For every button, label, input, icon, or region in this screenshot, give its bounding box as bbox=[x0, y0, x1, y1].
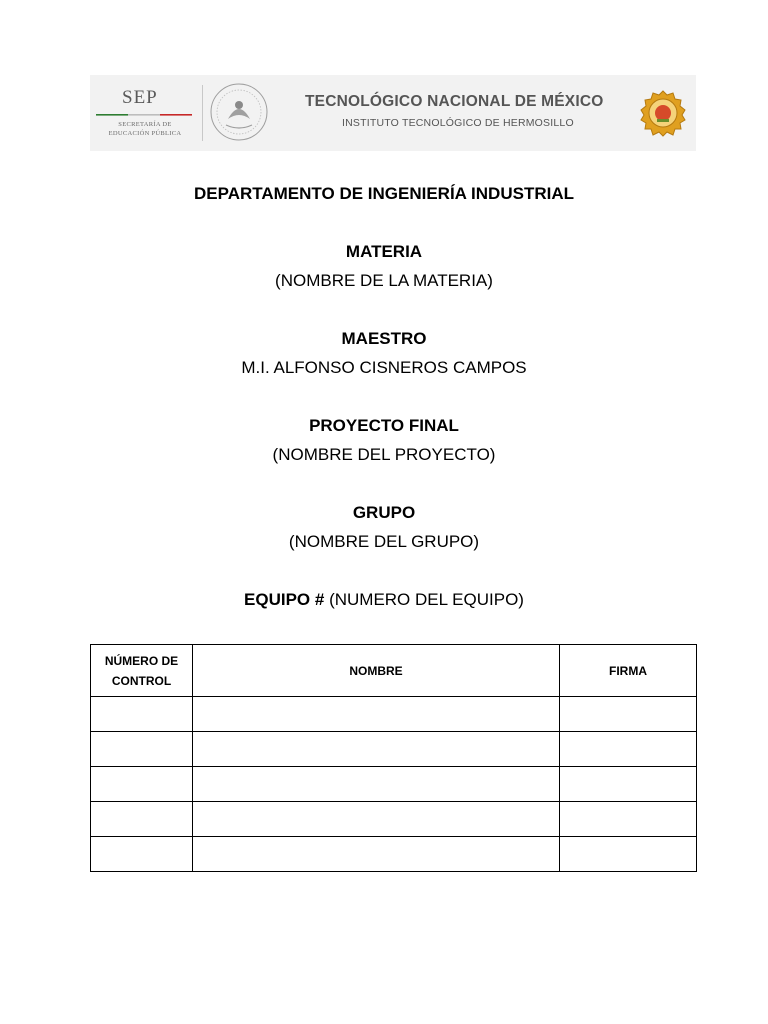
team-label: EQUIPO # bbox=[244, 590, 325, 609]
table-row bbox=[91, 732, 697, 767]
project-value: (NOMBRE DEL PROYECTO) bbox=[272, 445, 496, 464]
signature-header: FIRMA bbox=[560, 645, 697, 697]
sep-subtitle bbox=[100, 120, 190, 138]
table-row bbox=[91, 697, 697, 732]
control-number-cell[interactable] bbox=[91, 837, 193, 872]
sep-name: SEP bbox=[122, 87, 158, 108]
control-number-cell[interactable] bbox=[91, 802, 193, 837]
control-number-cell[interactable] bbox=[91, 767, 193, 802]
control-number-header: NÚMERO DE CONTROL bbox=[91, 645, 193, 697]
national-seal-icon bbox=[208, 81, 270, 143]
team-line bbox=[0, 590, 768, 610]
project-label: PROYECTO FINAL bbox=[309, 416, 459, 435]
name-cell[interactable] bbox=[193, 732, 560, 767]
name-header: NOMBRE bbox=[193, 645, 560, 697]
table-row bbox=[91, 837, 697, 872]
group-value: (NOMBRE DEL GRUPO) bbox=[288, 532, 480, 551]
subject-label: MATERIA bbox=[345, 242, 423, 261]
institute-crest-icon bbox=[639, 89, 687, 137]
team-value: (NUMERO DEL EQUIPO) bbox=[324, 590, 524, 609]
header-divider bbox=[202, 85, 203, 141]
control-number-cell[interactable] bbox=[91, 697, 193, 732]
sep-stripes-icon bbox=[96, 112, 192, 118]
campus-name: INSTITUTO TECNOLÓGICO DE HERMOSILLO bbox=[342, 117, 574, 129]
name-cell[interactable] bbox=[193, 697, 560, 732]
table-row bbox=[91, 767, 697, 802]
institution-title: TECNOLÓGICO NACIONAL DE MÉXICO bbox=[305, 93, 604, 110]
signature-cell[interactable] bbox=[560, 732, 697, 767]
sep-subtitle-line1: SECRETARÍA DE bbox=[118, 121, 172, 128]
subject-value: (NOMBRE DE LA MATERIA) bbox=[275, 271, 493, 290]
table-row bbox=[91, 802, 697, 837]
group-label: GRUPO bbox=[352, 503, 416, 522]
team-members-table bbox=[90, 644, 697, 872]
name-cell[interactable] bbox=[193, 837, 560, 872]
department-title: DEPARTAMENTO DE INGENIERÍA INDUSTRIAL bbox=[194, 184, 574, 203]
signature-cell[interactable] bbox=[560, 767, 697, 802]
teacher-label: MAESTRO bbox=[341, 329, 427, 348]
sep-subtitle-line2: EDUCACIÓN PÚBLICA bbox=[108, 130, 182, 137]
signature-cell[interactable] bbox=[560, 802, 697, 837]
control-number-cell[interactable] bbox=[91, 732, 193, 767]
header-banner bbox=[90, 75, 696, 151]
teacher-value: M.I. ALFONSO CISNEROS CAMPOS bbox=[241, 358, 527, 377]
name-cell[interactable] bbox=[193, 802, 560, 837]
sep-logo bbox=[96, 87, 196, 139]
table-header-row bbox=[91, 645, 697, 697]
signature-cell[interactable] bbox=[560, 697, 697, 732]
name-cell[interactable] bbox=[193, 767, 560, 802]
signature-cell[interactable] bbox=[560, 837, 697, 872]
